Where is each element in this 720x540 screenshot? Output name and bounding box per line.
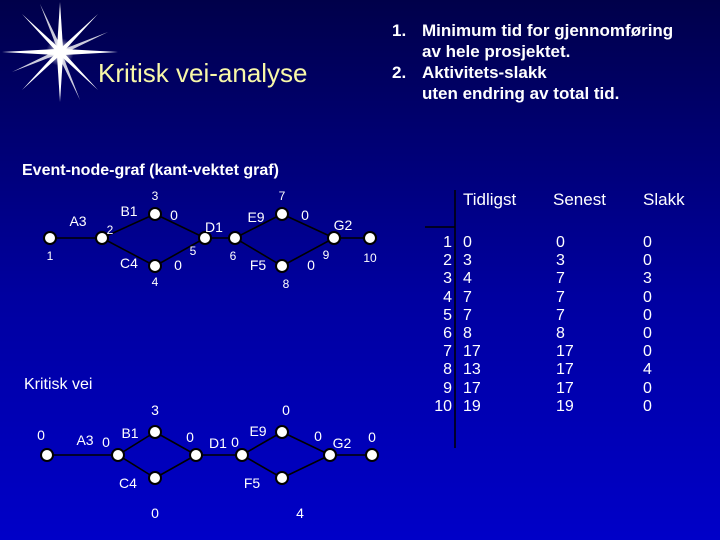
critical-node-label: 0 xyxy=(37,427,45,443)
table-tidligst-cell: 7 xyxy=(463,306,472,324)
table-slakk-cell: 0 xyxy=(643,306,652,324)
table-slakk-cell: 0 xyxy=(643,379,652,397)
graph-edge-label: B1 xyxy=(120,203,138,219)
graph-node-label: 8 xyxy=(282,277,290,291)
table-node-cell: 8 xyxy=(443,361,452,379)
table-slakk-cell: 0 xyxy=(643,343,652,361)
graph-edge-label: 0 xyxy=(174,257,182,273)
table-tidligst-cell: 8 xyxy=(463,324,472,342)
table-tidligst-cell: 0 xyxy=(463,234,472,251)
graph-node-label: 7 xyxy=(278,189,286,203)
table-node-cell: 2 xyxy=(443,252,452,270)
table-tidligst-cell: 3 xyxy=(463,252,472,270)
graph-node-label: 6 xyxy=(229,249,237,263)
table-node-cell: 4 xyxy=(443,288,452,306)
table-senest-cell: 7 xyxy=(556,270,565,288)
table-slakk-cell: 3 xyxy=(643,270,652,288)
graph-edge-label: 0 xyxy=(301,207,309,223)
table-node-cell: 6 xyxy=(443,324,452,342)
table-senest-cell: 17 xyxy=(556,343,574,361)
table-tidligst-cell: 7 xyxy=(463,288,472,306)
table-slakk-cell: 0 xyxy=(643,252,652,270)
header-senest: Senest xyxy=(553,190,606,209)
critical-edge-label: B1 xyxy=(121,425,139,441)
critical-node-label: 3 xyxy=(151,402,159,418)
graph-node-label: 5 xyxy=(189,244,197,258)
slide-title: Kritisk vei-analyse xyxy=(98,58,308,88)
goal-item-cont: av hele prosjektet. xyxy=(422,42,571,61)
graph-node-label: 2 xyxy=(106,223,114,237)
graph-edge-label: A3 xyxy=(69,213,87,229)
table-slakk-cell: 0 xyxy=(643,234,652,251)
table-tidligst-cell: 19 xyxy=(463,397,481,415)
table-node-cell: 7 xyxy=(443,343,452,361)
table-slakk-cell: 0 xyxy=(643,288,652,306)
goal-item-cont: uten endring av total tid. xyxy=(422,84,620,103)
graph-edge-label: E9 xyxy=(247,209,265,225)
graph-node-label: 3 xyxy=(151,189,159,203)
table-senest-cell: 17 xyxy=(556,379,574,397)
graph-node-label: 4 xyxy=(151,275,159,289)
table-senest-cell: 7 xyxy=(556,306,565,324)
table-node-cell: 9 xyxy=(443,379,452,397)
critical-node-label: 0 xyxy=(102,434,110,450)
table-senest-cell: 7 xyxy=(556,288,565,306)
critical-node-label: 0 xyxy=(314,428,322,444)
header-slakk: Slakk xyxy=(643,190,685,209)
table-tidligst-cell: 17 xyxy=(463,379,481,397)
critical-edge-label: D1 xyxy=(209,435,227,451)
graph-edge-label: F5 xyxy=(249,257,267,273)
graph-edge-label: 0 xyxy=(170,207,178,223)
critical-node-label: 4 xyxy=(296,505,304,521)
critical-edge-label: F5 xyxy=(243,475,261,491)
table-node-cell: 1 xyxy=(443,234,452,251)
table-senest-cell: 3 xyxy=(556,252,565,270)
critical-node-label: 0 xyxy=(186,429,194,445)
critical-edge-label: G2 xyxy=(332,435,352,451)
graph-edge-label: G2 xyxy=(333,217,353,233)
graph-node-label: 10 xyxy=(363,251,377,265)
header-tidligst: Tidligst xyxy=(463,190,517,209)
graph-edge-label: 0 xyxy=(307,257,315,273)
table-tidligst-cell: 4 xyxy=(463,270,472,288)
table-senest-cell: 8 xyxy=(556,324,565,342)
table-node-cell: 5 xyxy=(443,306,452,324)
critical-node-label: 0 xyxy=(368,429,376,445)
critical-node-label: 0 xyxy=(151,505,159,521)
critical-edge-label: A3 xyxy=(76,432,94,448)
critical-node-label: 0 xyxy=(282,402,290,418)
goal-item: 2. Aktivitets-slakk xyxy=(392,63,547,82)
graph-subtitle: Event-node-graf (kant-vektet graf) xyxy=(22,162,279,179)
graph-edge-label: D1 xyxy=(205,219,223,235)
goal-item: 1. Minimum tid for gjennomføring xyxy=(392,21,674,40)
critical-node-label: 0 xyxy=(231,434,239,450)
table-slakk-cell: 0 xyxy=(643,324,652,342)
table-node-cell: 10 xyxy=(434,397,452,415)
table-tidligst-cell: 13 xyxy=(463,361,481,379)
table-senest-cell: 0 xyxy=(556,234,565,251)
graph-node-label: 1 xyxy=(46,249,54,263)
critical-edge-label: E9 xyxy=(249,423,267,439)
critical-path-label: Kritisk vei xyxy=(24,376,93,393)
table-slakk-cell: 0 xyxy=(643,397,652,415)
table-senest-cell: 17 xyxy=(556,361,574,379)
graph-edge-label: C4 xyxy=(120,255,138,271)
table-tidligst-cell: 17 xyxy=(463,343,481,361)
table-slakk-cell: 4 xyxy=(643,361,652,379)
graph-node-label: 9 xyxy=(322,248,330,262)
critical-edge-label: C4 xyxy=(119,475,137,491)
table-node-cell: 3 xyxy=(443,270,452,288)
table-senest-cell: 19 xyxy=(556,397,574,415)
